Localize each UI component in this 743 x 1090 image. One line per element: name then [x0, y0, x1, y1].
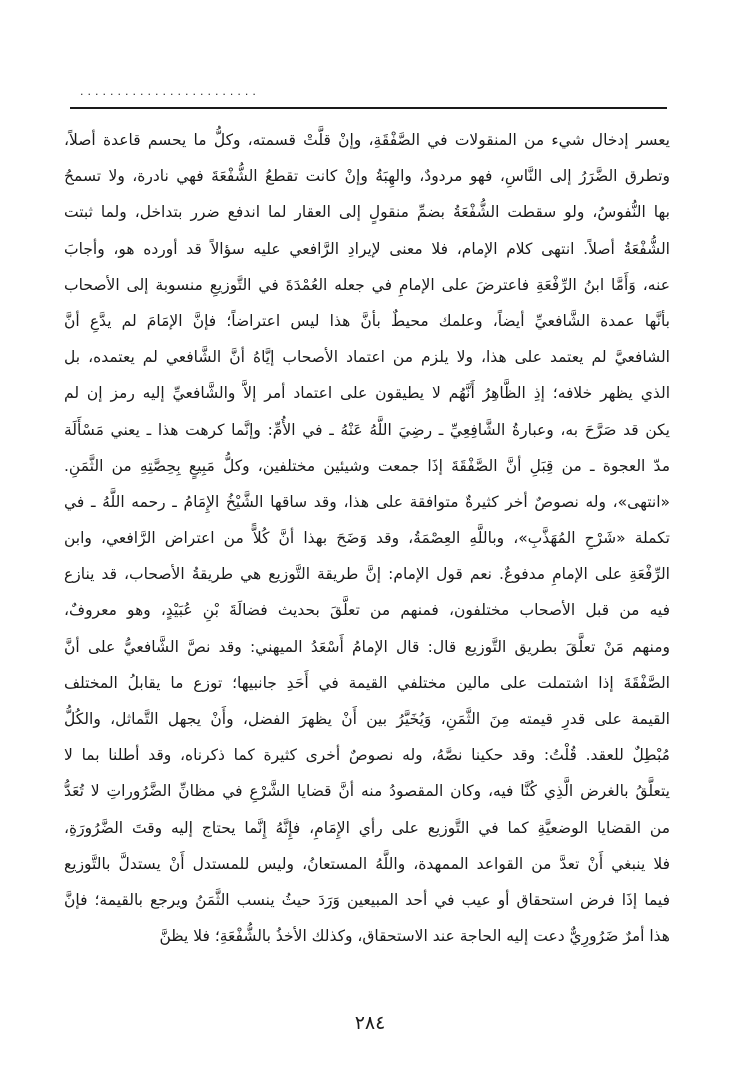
text-line-16: الصَّفْقَةَ إذا اشتملت على مالين مختلفي القيمة في أَحَدِ جانبيها؛ توزع ما يقابلُ المختلف [64, 673, 670, 692]
text-line-23: هذا أمرٌ ضَرُورِيٌّ دعت إليه الحاجة عند الاستحقاق، وكذلك الأخذُ بالشُّفْعَةِ؛ فلا يظنَّ [159, 927, 670, 946]
text-line-18: مُبْطِلٌ للعقد. قُلْتُ: وقد حكينا نصَّهُ، وله نصوصٌ أخرى كثيرة كما ذكرناه، وقد أطلنا بما لا [64, 746, 670, 765]
text-line-3: بها النُّفوسُ، ولو سقطت الشُّفْعَةُ بضمِّ منقولٍ إلى العقار لما اندفع ضرر بتداخل، ولما ثبتت [64, 203, 670, 222]
text-line-9: يكن قد صَرَّحَ به، وعبارةُ الشَّافِعِيِّ ـ رضِيَ اللَّهُ عَنْهُ ـ في الأُمِّ: وإنَّما كرهت هذا ـ يعني مَسْأَلَة [64, 420, 670, 439]
text-line-22: فيما إذَا فرض استحقاق أو عيب في أحد المبيعين وَرَدَ حيثُ ينسب الثَّمَنُ ويرجع بالقيمة؛ فإنَّ [64, 890, 670, 909]
text-line-7: الشافعيَّ لم يعتمد على هذا، ولا يلزم من اعتماد الأصحاب إيَّاهُ أنَّ الشَّافعي لم يعتمده، بل [64, 348, 670, 367]
text-line-13: الرِّفْعَةِ على الإمامِ مدفوعٌ. نعم قول الإمام: إنَّ طريقة التَّوزيع هي طريقةُ الأصحاب، قد ينازع [64, 565, 670, 584]
text-line-20: من القضايا الوضعيَّةِ كما في التَّوزيع على رأي الإِمَامِ، فإِنَّهُ إِنَّما يحتاج إليه وقتَ الضَّرُورَةِ، [64, 818, 670, 837]
text-line-15: ومنهم مَنْ تعلَّقَ بطريق التَّوزيع قال: قال الإمامُ أَسْعَدُ الميهني: وقد نصَّ الشَّافعيُّ على أنَّ [64, 637, 670, 656]
text-line-10: مدّ العجوة ـ من قِبَلِ أنَّ الصَّفْقَةَ إذَا جمعت وشيئين مختلفين، وكلُّ مَبِيعٍ بِحِصَّتِهِ من الثَّمَنِ. [64, 456, 670, 475]
text-line-1: يعسر إدخال شيء من المنقولات في الصَّفْقَةِ، وإنْ قلَّتْ قسمته، وكلُّ ما يحسم قاعدة أصلاً، [64, 131, 670, 149]
text-line-12: تكملة «شَرْحِ المُهَذَّبِ»، وباللَّهِ العِصْمَةُ، وقد وَضَحَ بهذا أنَّ كُلاًّ من اعتراض الرَّافعي، وابن [64, 529, 670, 548]
text-line-6: بأنَّها عمدة الشَّافعيِّ أيضاً، وعلمك محيطٌ بأنَّ هذا ليس اعتراضاً؛ فإنَّ الإمَامَ لم يدَّعِ أنَّ [64, 311, 670, 330]
header-dots: ........................ [80, 86, 260, 98]
text-line-4: الشُّفْعَةُ أصلاً. انتهى كلام الإمام، فلا معنى لإيرادِ الرَّافعي عليه سؤالاً قد أورده هو، وأجابَ [64, 239, 670, 258]
text-line-21: فلا ينبغي أَنْ تعدَّ من القواعد الممهدة، واللَّهُ المستعانُ، وليس للمستدل أَنْ يستدلَّ بالتَّوزيع [64, 854, 670, 873]
text-line-8: الذي يظهر خلافه؛ إذِ الظَّاهِرُ أَنَّهُم لا يطيقون على اعتماد أمر إلاَّ والشَّافعيِّ إليه رمز إن لم [64, 384, 670, 403]
body-text [64, 122, 670, 952]
text-line-2: وتطرق الضَّرَرُ إلى النَّاسِ، فهو مردودٌ، والهِبَةُ وإنْ كانت تقطعُ الشُّفْعَةَ فهي نادرة، ولا تسمحُ [64, 167, 670, 186]
text-line-17: القيمة على قدرِ قيمته مِنَ الثَّمَنِ، وَيُخَيَّرُ بين أَنْ يظهرَ الفضل، وأَنْ يجهل التَّماثل، والكُلُّ [64, 710, 670, 728]
page-number: ٢٨٤ [354, 1012, 386, 1034]
text-line-11: «انتهى»، وله نصوصٌ أخر كثيرةٌ متوافقة على هذا، وقد ساقها الشَّيْخُ الإِمَامُ ـ رحمه اللَّهُ ـ في [64, 492, 670, 511]
text-line-14: فيه من قبل الأصحاب مختلفون، فمنهم من تعلَّقَ بحديث فضالَةَ بْنِ عُبَيْدٍ، وهو معروفٌ، [64, 601, 670, 620]
text-line-19: يتعلَّقُ بالغرض الَّذِي كُنَّا فيه، وكان المقصودُ منه أنَّ قضايا الشَّرْعِ في مظانِّ الضَّرُوراتِ لا تُعَدُّ [64, 782, 670, 801]
header-rule [70, 107, 667, 109]
text-line-5: عنه، وَأَمَّا ابنُ الرِّفْعَةِ فاعترضَ على الإمامِ في جعله العُمْدَةَ في التَّوزيعِ منسوبة إلى الأصحاب [64, 275, 670, 294]
